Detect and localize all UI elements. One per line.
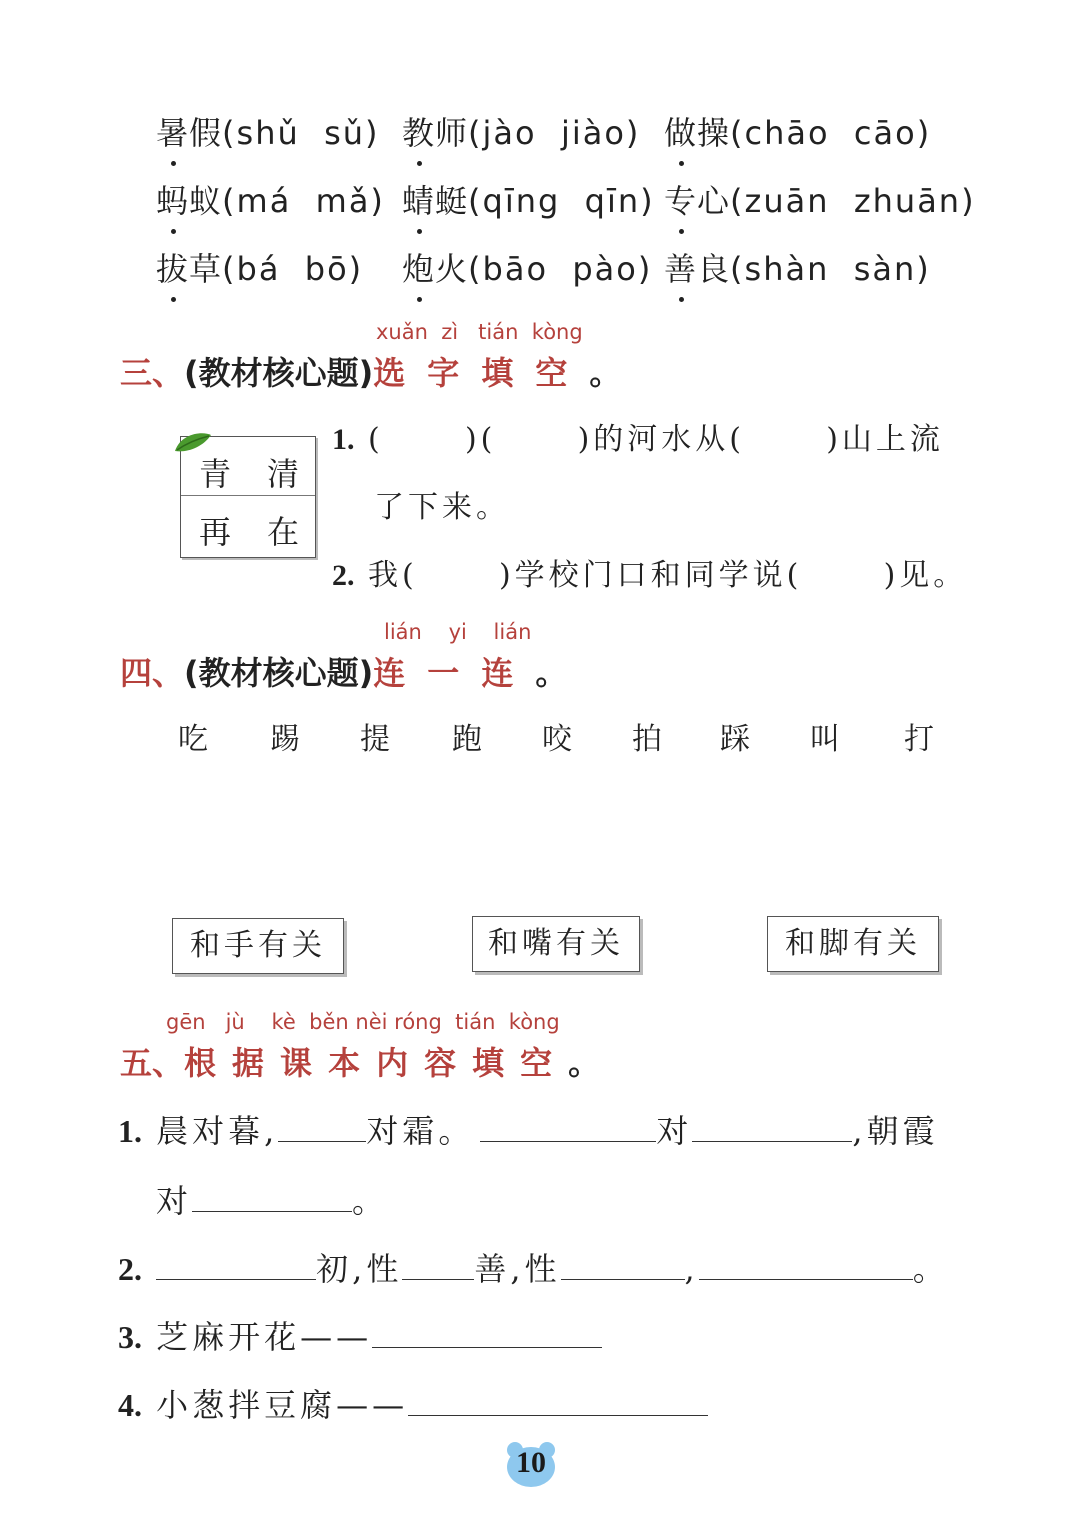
dotted-character: 专 — [664, 176, 697, 222]
blank[interactable] — [408, 1387, 708, 1416]
connect-word[interactable]: 拍 — [632, 722, 662, 757]
connect-word[interactable]: 打 — [904, 722, 934, 757]
section5-pinyin: gēn jù kè běn nèi róng tián kòng — [166, 1010, 560, 1034]
character: 蚁 — [189, 182, 223, 220]
section5-title: 五、根据课本内容填空。 — [120, 1044, 601, 1082]
dotted-character: 做 — [664, 108, 697, 154]
connect-word[interactable]: 踩 — [720, 722, 750, 757]
pronunciation-item — [664, 176, 976, 222]
box-word-4: 在 — [267, 513, 300, 551]
pinyin-options[interactable]: (má mǎ) — [222, 182, 385, 220]
blank[interactable] — [156, 1251, 316, 1280]
blank[interactable] — [278, 1113, 366, 1142]
dotted-character: 炮 — [402, 244, 435, 290]
dotted-character: 拔 — [156, 244, 189, 290]
section3-question-1: 1. ( )( )的河水从( )山上流 — [332, 422, 944, 457]
box-word-1: 青 — [199, 455, 232, 493]
section3-title: 三、(教材核心题)选字填空。 — [120, 354, 622, 392]
pinyin-options[interactable]: (shàn sàn) — [730, 250, 931, 288]
pinyin-options[interactable]: (bāo pào) — [468, 250, 653, 288]
section3-pinyin: xuǎn zì tián kòng — [376, 320, 583, 344]
section3-question-1-cont: 了下来。 — [374, 490, 510, 525]
pinyin-options[interactable]: (zuān zhuān) — [730, 182, 976, 220]
blank[interactable] — [372, 1319, 602, 1348]
pronunciation-item — [402, 108, 640, 154]
pronunciation-item — [664, 108, 931, 154]
fill-item-1: 1. 晨对暮, 对霜。 对 ,朝霞 — [118, 1112, 939, 1150]
word-choice-box — [180, 436, 316, 558]
pinyin-options[interactable]: (chāo cāo) — [730, 114, 932, 152]
blank[interactable] — [699, 1251, 913, 1280]
connect-word[interactable]: 提 — [360, 722, 390, 757]
blank[interactable] — [480, 1113, 656, 1142]
pinyin-options[interactable]: (bá bō) — [222, 250, 364, 288]
dotted-character: 教 — [402, 108, 435, 154]
pronunciation-item — [402, 176, 655, 222]
pronunciation-item — [156, 176, 385, 222]
section4-pinyin: lián yi lián — [384, 620, 532, 644]
fill-item-4: 4. 小葱拌豆腐—— — [118, 1380, 708, 1426]
blank[interactable] — [561, 1251, 685, 1280]
blank[interactable] — [692, 1113, 852, 1142]
character: 蜓 — [435, 182, 469, 220]
category-foot[interactable]: 和脚有关 — [767, 916, 939, 972]
pronunciation-item — [156, 108, 380, 154]
dotted-character: 暑 — [156, 108, 189, 154]
category-hand[interactable]: 和手有关 — [172, 918, 344, 974]
pinyin-options[interactable]: (qīng qīn) — [468, 182, 655, 220]
connect-word[interactable]: 吃 — [178, 722, 208, 757]
pronunciation-item — [156, 244, 363, 290]
character: 良 — [697, 250, 731, 288]
connect-word[interactable]: 咬 — [542, 722, 572, 757]
connect-word[interactable]: 跑 — [452, 722, 482, 757]
box-word-2: 清 — [267, 455, 300, 493]
blank[interactable] — [402, 1251, 474, 1280]
fill-item-1-cont: 对 。 — [156, 1182, 389, 1220]
fill-item-2: 2. 初,性 善,性 , 。 — [118, 1250, 949, 1288]
fill-item-3: 3. 芝麻开花—— — [118, 1312, 602, 1358]
connect-word[interactable]: 踢 — [270, 722, 300, 757]
pinyin-options[interactable]: (shǔ sǔ) — [222, 114, 380, 152]
character: 火 — [435, 250, 469, 288]
blank[interactable] — [192, 1183, 352, 1212]
dotted-character: 善 — [664, 244, 697, 290]
category-mouth[interactable]: 和嘴有关 — [472, 916, 640, 972]
pronunciation-item — [664, 244, 931, 290]
connect-word[interactable]: 叫 — [810, 722, 840, 757]
page-number-badge — [505, 1440, 557, 1488]
section3-question-2: 2. 我( )学校门口和同学说( )见。 — [332, 558, 968, 593]
box-word-3: 再 — [199, 513, 232, 551]
dotted-character: 蚂 — [156, 176, 189, 222]
character: 假 — [189, 114, 223, 152]
page-number: 10 — [516, 1446, 546, 1479]
pronunciation-item — [402, 244, 652, 290]
character: 心 — [697, 182, 731, 220]
section4-title: 四、(教材核心题)连一连。 — [120, 654, 568, 692]
character: 师 — [435, 114, 469, 152]
character: 草 — [189, 250, 223, 288]
character: 操 — [697, 114, 731, 152]
pinyin-options[interactable]: (jào jiào) — [468, 114, 641, 152]
dotted-character: 蜻 — [402, 176, 435, 222]
